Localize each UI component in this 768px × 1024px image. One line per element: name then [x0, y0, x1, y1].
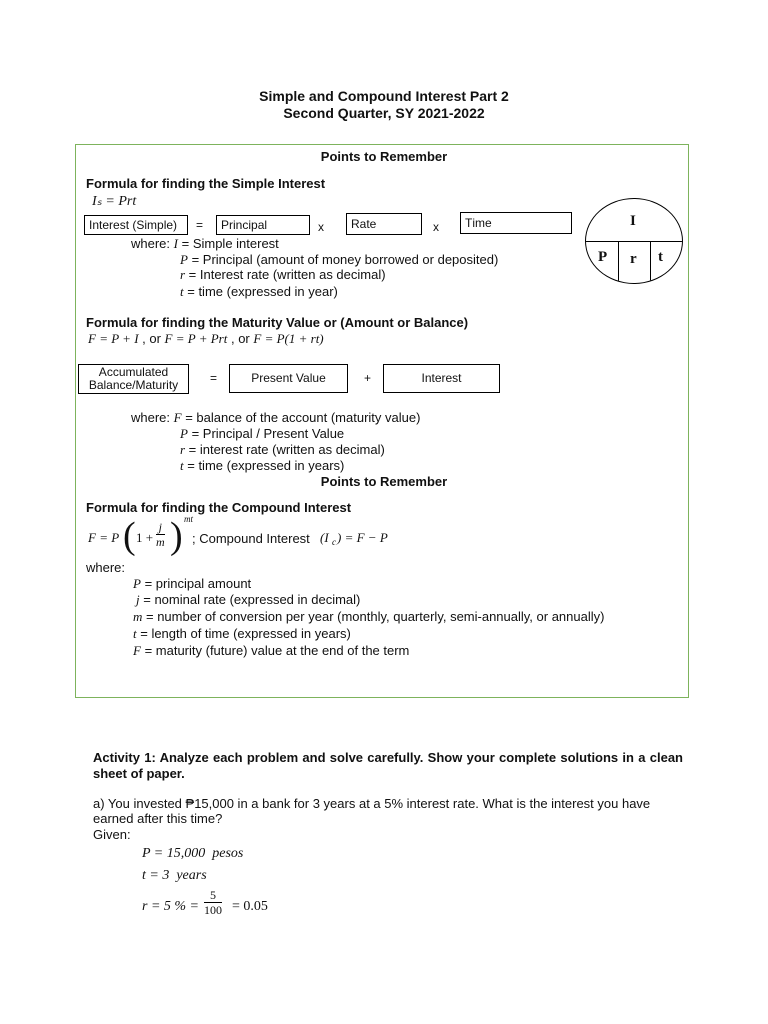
iprt-circle-diagram: [585, 198, 683, 284]
simple-where-line-1: [131, 236, 279, 252]
rate-fraction: [204, 888, 222, 917]
simple-where-line-3: [180, 267, 386, 283]
present-label-rest: resent Value: [259, 371, 326, 385]
paren-open: (: [123, 515, 136, 557]
maturity-formula-a: F = P + I: [88, 331, 139, 346]
simple-interest-formula: Iₛ = Prt: [92, 194, 137, 209]
panel-heading-1: Points to Remember: [320, 149, 448, 164]
accumulated-label-rest: ccumulated: [106, 365, 169, 379]
where-text: = Interest rate (written as decimal): [185, 267, 386, 282]
where-text: = Simple interest: [178, 236, 279, 251]
maturity-formula-c: F = P(1 + rt): [253, 331, 324, 346]
compound-interest-text: ; Compound Interest: [192, 531, 310, 546]
circle-mid-label: r: [630, 251, 637, 267]
given-time-value: t = 3: [142, 868, 170, 883]
where-symbol: I: [173, 236, 178, 251]
where-symbol: j: [136, 592, 140, 607]
compound-exponent: mt: [184, 514, 193, 524]
compound-interest-heading: Formula for finding the Compound Interest: [86, 500, 352, 515]
rate-numerator: 5: [204, 888, 222, 903]
circle-left-label: P: [598, 249, 608, 265]
where-symbol: F: [133, 643, 141, 658]
given-rate-right: = 0.05: [232, 899, 268, 914]
where-text: = principal amount: [140, 576, 252, 591]
maturity-where-line-4: [180, 458, 344, 474]
time-box: [460, 212, 572, 234]
where-label: where:: [131, 410, 171, 425]
given-time-unit: years: [176, 868, 207, 883]
where-text: = number of conversion per year (monthly, quarterly, semi-annually, or annually): [142, 609, 605, 624]
compound-fraction: [156, 520, 165, 549]
times-sign-2: x: [433, 220, 439, 234]
balance-maturity-label: Balance/Maturity: [88, 378, 179, 392]
where-symbol: r: [180, 442, 186, 457]
equals-sign: =: [210, 371, 218, 385]
compound-where-line-4: [133, 626, 351, 642]
where-text: = nominal rate (expressed in decimal): [139, 592, 361, 607]
where-symbol: t: [180, 458, 184, 473]
present-initial: P: [251, 371, 260, 385]
compound-where-label: where:: [86, 560, 126, 575]
given-label: Given:: [93, 827, 131, 842]
interest-simple-box: [84, 215, 188, 235]
maturity-formula-b: F = P + Prt: [164, 331, 228, 346]
maturity-where-line-2: [180, 426, 344, 442]
document-title: Simple and Compound Interest Part 2: [259, 88, 509, 104]
problem-a: a) You invested ₱15,000 in a bank for 3 years at a 5% interest rate. What is the interest you have earned after this time?: [93, 796, 651, 826]
accumulated-balance-box: [78, 364, 189, 394]
compound-where-line-1: [133, 576, 251, 592]
principal-label-rest: rincipal: [229, 218, 268, 232]
ci-formula-open: (I: [320, 530, 329, 545]
panel-heading-2: Points to Remember: [320, 474, 448, 489]
where-symbol: F: [173, 410, 182, 425]
simple-where-line-2: [180, 252, 498, 268]
where-symbol: m: [133, 609, 143, 624]
separator-or: , or: [227, 331, 254, 346]
maturity-where-line-1: [131, 410, 420, 426]
time-label-rest: ime: [472, 216, 492, 230]
given-principal-value: P = 15,000: [142, 846, 206, 861]
time-initial: T: [465, 216, 473, 230]
present-value-box: [229, 364, 348, 393]
where-symbol: t: [180, 284, 184, 299]
given-rate-left: r = 5 % =: [142, 899, 200, 914]
given-principal: [142, 846, 243, 862]
maturity-where-line-3: [180, 442, 385, 458]
principal-box: [216, 215, 310, 235]
paren-close: ): [170, 515, 183, 557]
where-symbol: t: [133, 626, 137, 641]
where-text: = balance of the account (maturity value): [181, 410, 421, 425]
where-text: = length of time (expressed in years): [136, 626, 351, 641]
circle-right-label: t: [658, 249, 663, 265]
where-symbol: r: [180, 267, 186, 282]
maturity-formulas: [88, 331, 324, 347]
compound-where-line-5: [133, 643, 409, 659]
where-symbol: P: [133, 576, 141, 591]
where-text: = time (expressed in years): [183, 458, 345, 473]
where-text: = time (expressed in year): [183, 284, 338, 299]
interest-initial: I: [89, 218, 93, 232]
compound-where-line-3: [133, 609, 604, 625]
where-text: = Principal / Present Value: [187, 426, 345, 441]
simple-interest-heading: Formula for finding the Simple Interest: [86, 176, 326, 191]
separator-or: , or: [138, 331, 165, 346]
given-principal-unit: pesos: [212, 846, 244, 861]
plus-sign: +: [364, 371, 372, 385]
principal-initial: P: [221, 218, 230, 232]
interest-initial: I: [421, 371, 425, 385]
ci-formula-subscript: c: [332, 537, 336, 547]
ci-formula-rest: ) = F − P: [337, 530, 388, 545]
rate-box: [346, 213, 422, 235]
where-symbol: P: [180, 252, 188, 267]
where-text: = maturity (future) value at the end of the term: [140, 643, 410, 658]
compound-formula-one: 1 +: [136, 530, 154, 545]
given-time: [142, 868, 207, 884]
where-text: = interest rate (written as decimal): [185, 442, 385, 457]
where-symbol: P: [180, 426, 188, 441]
times-sign-1: x: [318, 220, 324, 234]
accumulated-initial: A: [98, 365, 107, 379]
fraction-numerator: j: [156, 520, 165, 535]
document-subtitle: Second Quarter, SY 2021-2022: [283, 105, 485, 121]
activity-instruction: Activity 1: Analyze each problem and solve carefully. Show your complete solutions in a clean sheet of paper.: [93, 750, 683, 781]
compound-where-line-2: [136, 592, 360, 608]
maturity-value-heading: Formula for finding the Maturity Value or (Amount or Balance): [86, 315, 469, 330]
simple-where-line-4: [180, 284, 338, 300]
interest-label-rest: nterest (Simple): [92, 218, 178, 232]
circle-top-label: I: [630, 213, 636, 229]
where-text: = Principal (amount of money borrowed or deposited): [187, 252, 499, 267]
compound-formula-left: F = P: [88, 530, 120, 545]
interest-label-rest: nterest: [424, 371, 462, 385]
equals-sign: =: [196, 218, 204, 232]
rate-label-rest: ate: [359, 217, 377, 231]
where-label: where:: [131, 236, 171, 251]
interest-box: [383, 364, 500, 393]
fraction-denominator: m: [156, 535, 165, 549]
rate-initial: R: [351, 217, 360, 231]
rate-denominator: 100: [204, 903, 222, 917]
